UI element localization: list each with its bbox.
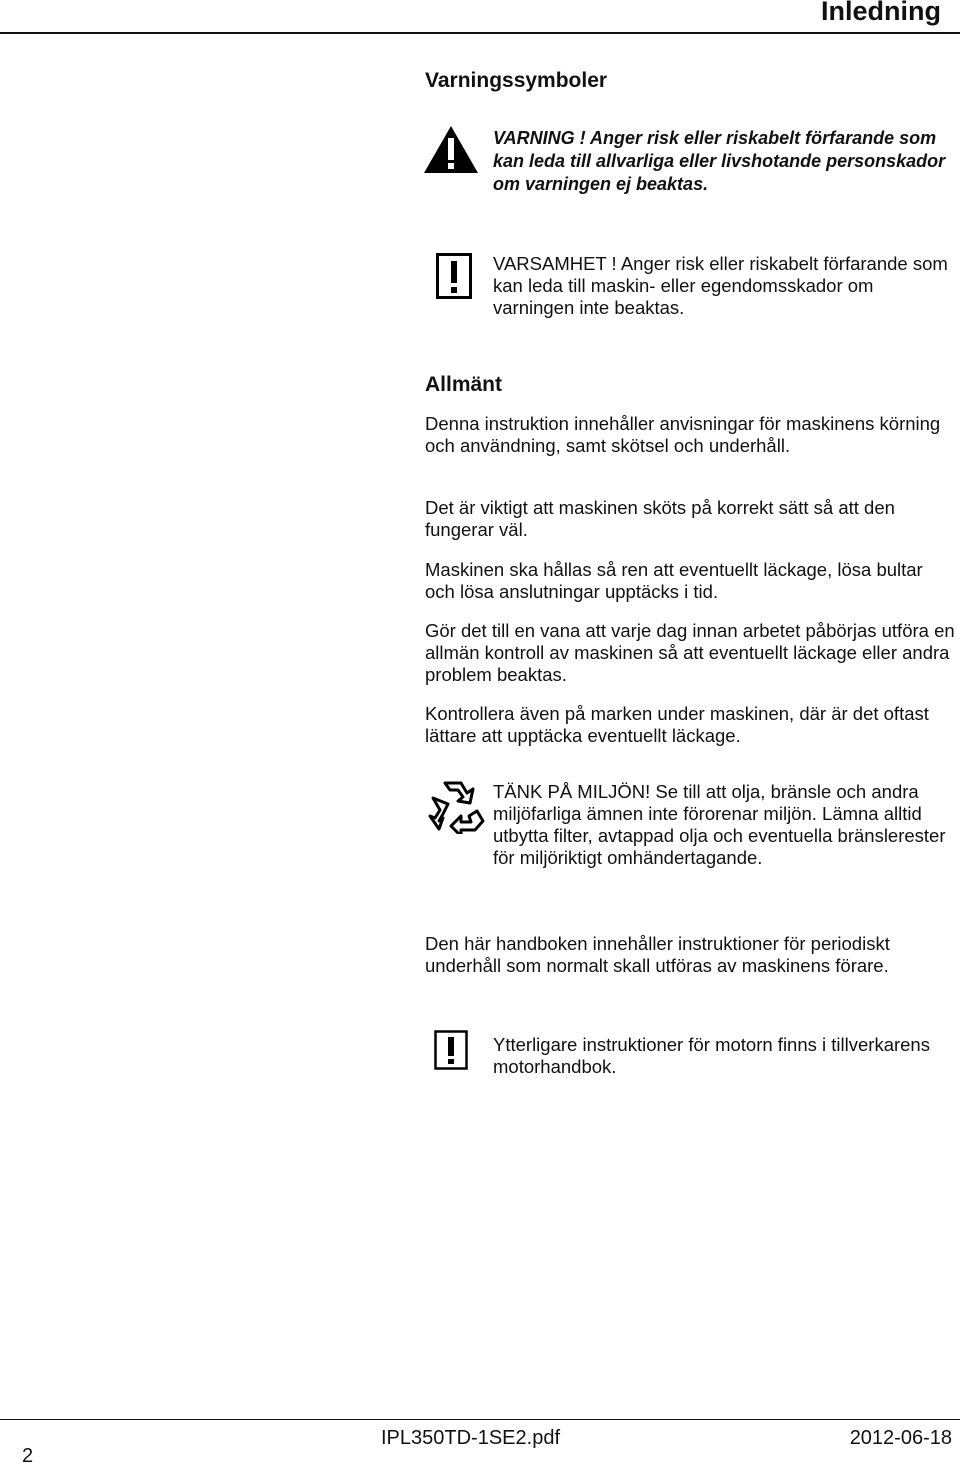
general-paragraph-1: Denna instruktion innehåller anvisningar för maskinens körning och användning, samt skötsel och underhåll.	[425, 413, 941, 456]
section-heading-general: Allmänt	[425, 373, 503, 396]
caution-text: VARSAMHET ! Anger risk eller riskabelt förfarande som kan leda till maskin- eller egendomsskador om varningen inte beaktas.	[493, 253, 948, 318]
general-paragraph-4: Gör det till en vana att varje dag innan arbetet påbörjas utföra en allmän kontroll av maskinen så att eventuellt läckage eller andra problem beaktas.	[425, 620, 955, 685]
general-paragraph-2: Det är viktigt att maskinen sköts på korrekt sätt så att den fungerar väl.	[425, 497, 895, 540]
footer-date: 2012-06-18	[849, 1427, 952, 1449]
general-paragraph-5: Kontrollera även på marken under maskinen, där är det oftast lättare att upptäcka eventuellt läckage.	[425, 703, 929, 746]
exclamation-box-icon	[436, 253, 472, 299]
environment-text: TÄNK PÅ MILJÖN! Se till att olja, bränsle och andra miljöfarliga ämnen inte förorenar miljön. Lämna alltid utbytta filter, avtappad olja och eventuella bränslerester för miljöriktigt omhändertagande.	[493, 781, 946, 868]
header-rule	[0, 32, 960, 34]
warning-text: VARNING ! Anger risk eller riskabelt förfarande som kan leda till allvarliga eller livshotande personskador om varningen ej beaktas.	[493, 128, 946, 194]
handbook-paragraph: Den här handboken innehåller instruktioner för periodiskt underhåll som normalt skall utföras av maskinens förare.	[425, 933, 890, 976]
chapter-title: Inledning	[821, 0, 941, 26]
section-heading-warning-symbols: Varningssymboler	[425, 69, 608, 92]
footer-file-name: IPL350TD-1SE2.pdf	[381, 1427, 560, 1449]
exclamation-box-icon	[434, 1030, 468, 1070]
general-paragraph-3: Maskinen ska hållas så ren att eventuellt läckage, lösa bultar och lösa anslutningar upptäcks i tid.	[425, 559, 923, 602]
page-number: 2	[22, 1445, 34, 1467]
recycle-icon	[425, 776, 487, 834]
engine-note-text: Ytterligare instruktioner för motorn finns i tillverkarens motorhandbok.	[493, 1034, 930, 1077]
warning-triangle-icon	[422, 124, 480, 175]
footer-rule	[0, 1419, 960, 1420]
